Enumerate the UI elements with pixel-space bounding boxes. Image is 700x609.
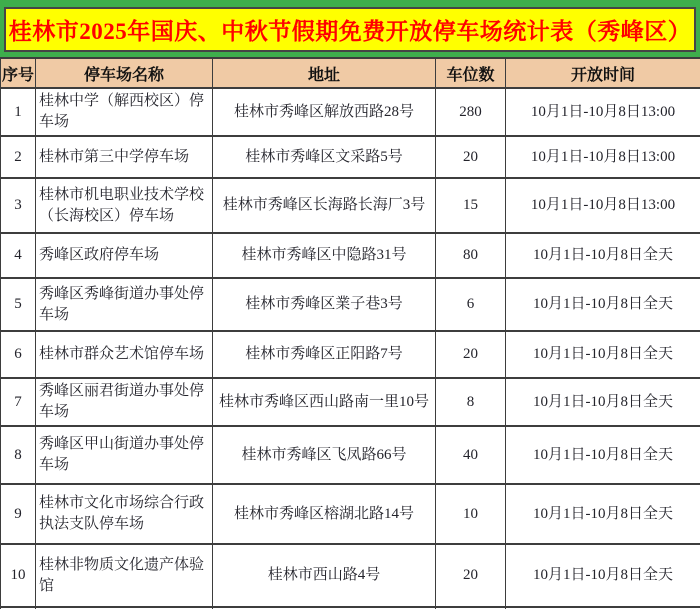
page-title: 桂林市2025年国庆、中秋节假期免费开放停车场统计表（秀峰区） xyxy=(8,19,692,44)
cell-spaces: 20 xyxy=(436,331,506,378)
cell-spaces: 20 xyxy=(436,544,506,607)
cell-name: 秀峰区甲山街道办事处停车场 xyxy=(36,426,213,484)
cell-spaces: 6 xyxy=(436,278,506,331)
cell-time: 10月1日-10月8日13:00 xyxy=(506,178,700,233)
header-row xyxy=(1,58,700,88)
table-row xyxy=(1,544,700,607)
cell-index: 4 xyxy=(1,233,36,278)
cell-name: 桂林市第三中学停车场 xyxy=(36,136,213,178)
cell-time: 10月1日-10月8日全天 xyxy=(506,331,700,378)
table-row xyxy=(1,178,700,233)
cell-index: 3 xyxy=(1,178,36,233)
cell-address: 桂林市西山路4号 xyxy=(213,544,436,607)
header-cell-spaces: 车位数 xyxy=(436,58,506,88)
header-cell-index: 序号 xyxy=(1,58,36,88)
header-cell-time: 开放时间 xyxy=(506,58,700,88)
cell-index: 1 xyxy=(1,88,36,136)
cell-index: 6 xyxy=(1,331,36,378)
parking-table xyxy=(0,57,700,609)
cell-spaces: 15 xyxy=(436,178,506,233)
cell-spaces: 280 xyxy=(436,88,506,136)
cell-address: 桂林市秀峰区长海路长海厂3号 xyxy=(213,178,436,233)
cell-address: 桂林市秀峰区正阳路7号 xyxy=(213,331,436,378)
cell-spaces: 40 xyxy=(436,426,506,484)
cell-time: 10月1日-10月8日全天 xyxy=(506,484,700,544)
table-header xyxy=(1,58,700,88)
cell-address: 桂林市秀峰区文采路5号 xyxy=(213,136,436,178)
cell-index: 5 xyxy=(1,278,36,331)
cell-spaces: 8 xyxy=(436,378,506,426)
page xyxy=(0,7,700,609)
table-row xyxy=(1,378,700,426)
table-row xyxy=(1,331,700,378)
table-row xyxy=(1,88,700,136)
cell-name: 桂林中学（解西校区）停车场 xyxy=(36,88,213,136)
table-row xyxy=(1,426,700,484)
cell-address: 桂林市秀峰区西山路南一里10号 xyxy=(213,378,436,426)
cell-index: 9 xyxy=(1,484,36,544)
cell-name: 秀峰区丽君街道办事处停车场 xyxy=(36,378,213,426)
cell-spaces: 10 xyxy=(436,484,506,544)
cell-time: 10月1日-10月8日全天 xyxy=(506,426,700,484)
cell-name: 桂林市机电职业技术学校（长海校区）停车场 xyxy=(36,178,213,233)
cell-time: 10月1日-10月8日13:00 xyxy=(506,88,700,136)
cell-spaces: 20 xyxy=(436,136,506,178)
cell-time: 10月1日-10月8日全天 xyxy=(506,544,700,607)
cell-address: 桂林市秀峰区業子巷3号 xyxy=(213,278,436,331)
title-banner xyxy=(4,7,696,52)
cell-name: 桂林市文化市场综合行政执法支队停车场 xyxy=(36,484,213,544)
table-row xyxy=(1,278,700,331)
cell-index: 7 xyxy=(1,378,36,426)
table-row xyxy=(1,136,700,178)
table-body xyxy=(1,88,700,609)
cell-time: 10月1日-10月8日13:00 xyxy=(506,136,700,178)
cell-address: 桂林市秀峰区飞凤路66号 xyxy=(213,426,436,484)
cell-time: 10月1日-10月8日全天 xyxy=(506,278,700,331)
cell-index: 8 xyxy=(1,426,36,484)
cell-address: 桂林市秀峰区解放西路28号 xyxy=(213,88,436,136)
cell-address: 桂林市秀峰区榕湖北路14号 xyxy=(213,484,436,544)
header-cell-address: 地址 xyxy=(213,58,436,88)
cell-time: 10月1日-10月8日全天 xyxy=(506,233,700,278)
cell-time: 10月1日-10月8日全天 xyxy=(506,378,700,426)
header-cell-name: 停车场名称 xyxy=(36,58,213,88)
cell-name: 秀峰区政府停车场 xyxy=(36,233,213,278)
cell-name: 桂林非物质文化遗产体验馆 xyxy=(36,544,213,607)
cell-index: 10 xyxy=(1,544,36,607)
cell-name: 秀峰区秀峰街道办事处停车场 xyxy=(36,278,213,331)
table-row xyxy=(1,233,700,278)
cell-index: 2 xyxy=(1,136,36,178)
cell-address: 桂林市秀峰区中隐路31号 xyxy=(213,233,436,278)
table-row xyxy=(1,484,700,544)
cell-name: 桂林市群众艺术馆停车场 xyxy=(36,331,213,378)
cell-spaces: 80 xyxy=(436,233,506,278)
